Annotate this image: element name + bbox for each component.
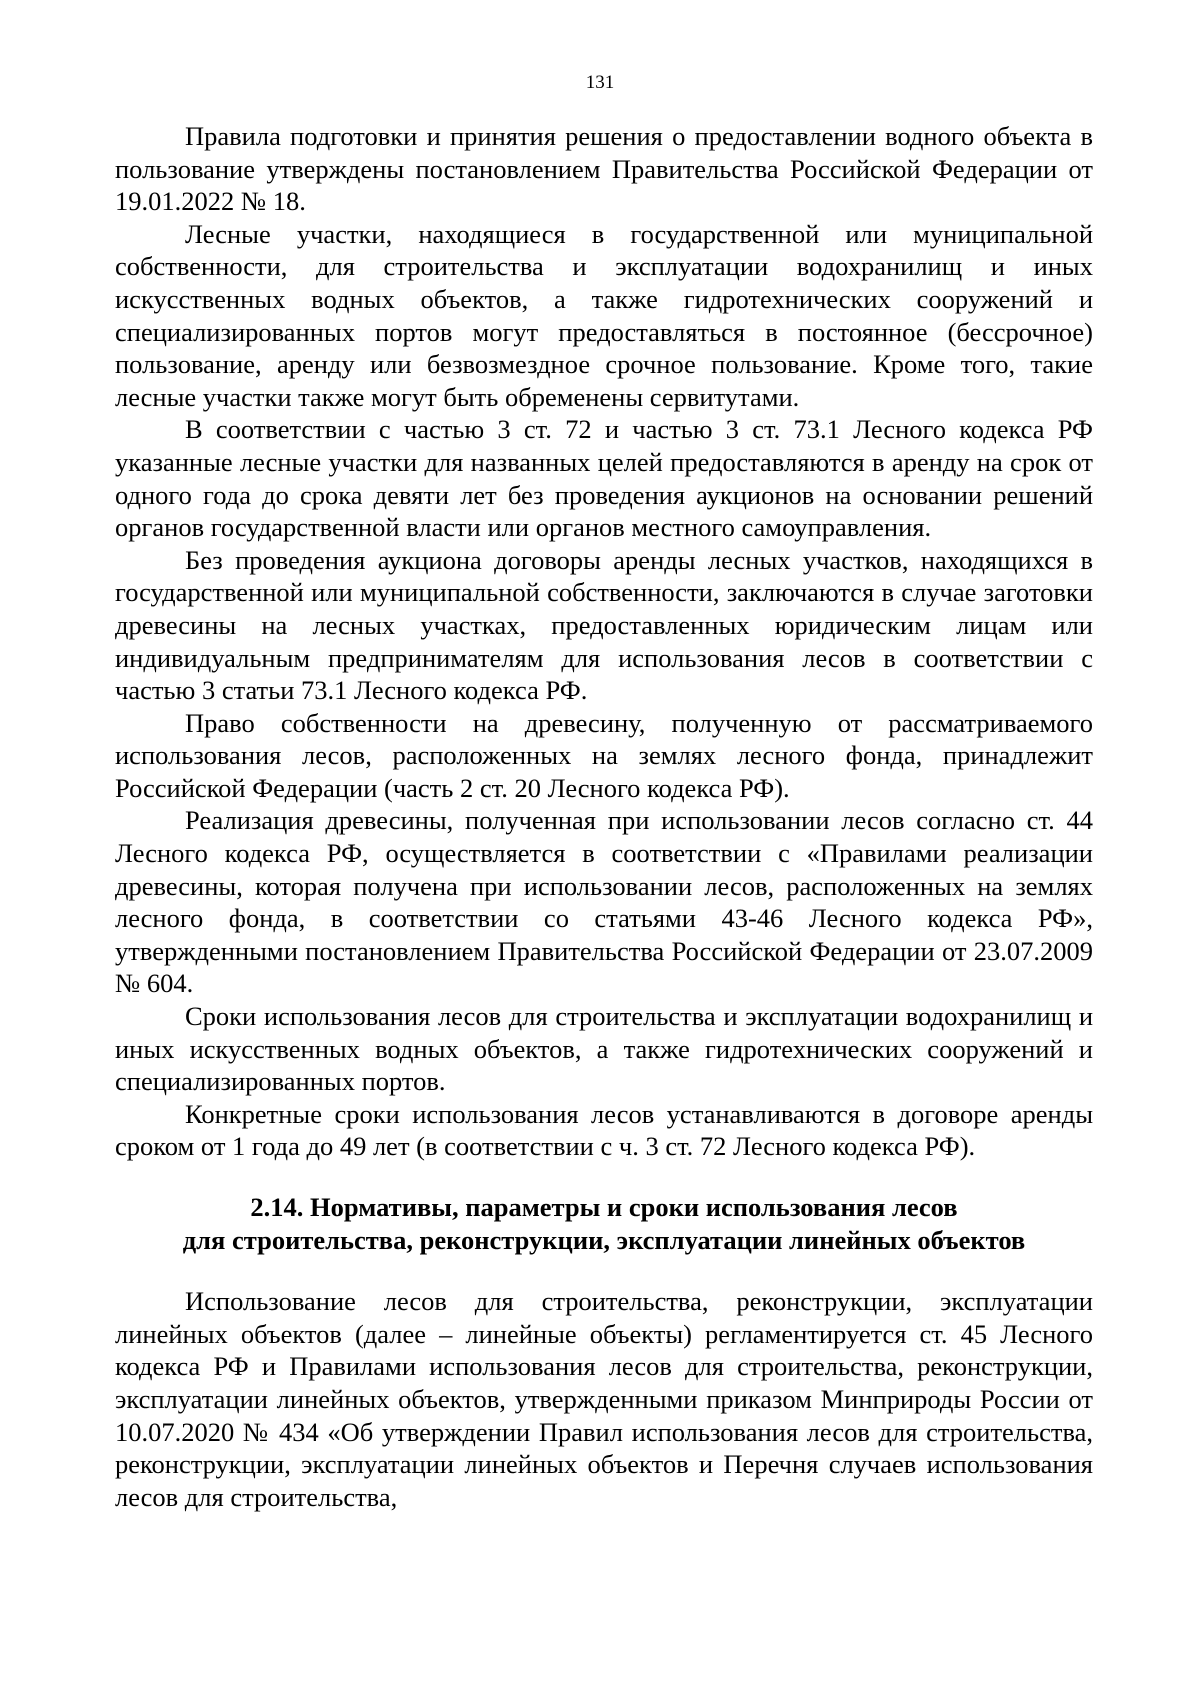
section-heading [115, 1191, 1093, 1256]
paragraph: Право собственности на древесину, полученную от рассматриваемого использования лесов, расположенных на землях лесного фонда, принадлежит Российской Федерации (часть 2 ст. 20 Лесного кодекса РФ). [115, 707, 1093, 803]
section-heading-line: для строительства, реконструкции, эксплуатации линейных объектов [182, 1224, 1026, 1255]
paragraph: Реализация древесины, полученная при использовании лесов согласно ст. 44 Лесного кодекса РФ, осуществляется в соответствии с «Правилами реализации древесины, которая получена при использовании лесов, расположенных на землях лесного фонда, в соответствии со статьями 43-46 Лесного кодекса РФ», утвержденными постановлением Правительства Российской Федерации от 23.07.2009 № 604. [115, 805, 1093, 999]
paragraph: Конкретные сроки использования лесов устанавливаются в договоре аренды сроком от 1 года до 49 лет (в соответствии с ч. 3 ст. 72 Лесного кодекса РФ). [115, 1098, 1093, 1162]
document-body [115, 120, 1093, 1513]
section-heading-line: 2.14. Нормативы, параметры и сроки использования лесов [250, 1192, 958, 1222]
paragraph: Использование лесов для строительства, реконструкции, эксплуатации линейных объектов (далее – линейные объекты) регламентируется ст. 45 Лесного кодекса РФ и Правилами использования лесов для строительства, реконструкции, эксплуатации линейных объектов, утвержденными приказом Минприроды России от 10.07.2020 № 434 «Об утверждении Правил использования лесов для строительства, реконструкции, эксплуатации линейных объектов и Перечня случаев использования лесов для строительства, [115, 1286, 1093, 1512]
paragraph: Правила подготовки и принятия решения о предоставлении водного объекта в пользование утверждены постановлением Правительства Российской Федерации от 19.01.2022 № 18. [115, 121, 1093, 217]
paragraph: Лесные участки, находящиеся в государственной или муниципальной собственности, для строительства и эксплуатации водохранилищ и иных искусственных водных объектов, а также гидротехнических сооружений и специализированных портов могут предоставляться в постоянное (бессрочное) пользование, аренду или безвозмездное срочное пользование. Кроме того, такие лесные участки также могут быть обременены сервитутами. [115, 218, 1093, 412]
paragraph: Без проведения аукциона договоры аренды лесных участков, находящихся в государственной или муниципальной собственности, заключаются в случае заготовки древесины на лесных участках, предоставленных юридическим лицам или индивидуальным предпринимателям для использования лесов в соответствии с частью 3 статьи 73.1 Лесного кодекса РФ. [115, 544, 1093, 706]
paragraph: Сроки использования лесов для строительства и эксплуатации водохранилищ и иных искусственных водных объектов, а также гидротехнических сооружений и специализированных портов. [115, 1001, 1093, 1097]
page-number: 131 [585, 72, 615, 93]
paragraph: В соответствии с частью 3 ст. 72 и частью 3 ст. 73.1 Лесного кодекса РФ указанные лесные участки для названных целей предоставляются в аренду на срок от одного года до срока девяти лет без проведения аукционов на основании решений органов государственной власти или органов местного самоуправления. [115, 414, 1093, 543]
